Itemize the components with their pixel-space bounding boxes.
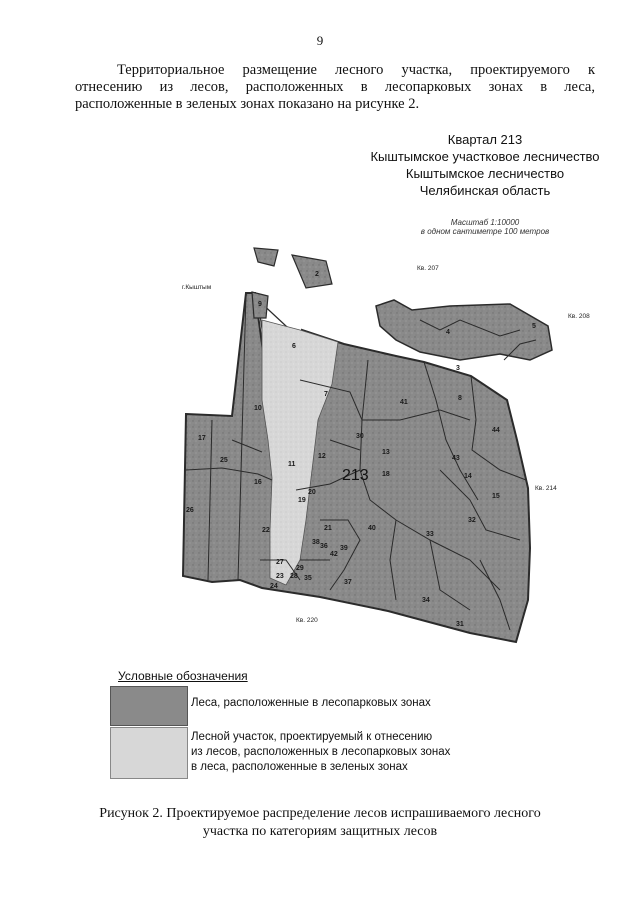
plot-number-34: 34	[422, 597, 430, 604]
plot-number-21: 21	[324, 525, 332, 532]
plot-number-41: 41	[400, 399, 408, 406]
plot-number-26: 26	[186, 507, 194, 514]
plot-number-3: 3	[456, 365, 460, 372]
legend-line: Лесной участок, проектируемый к отнесению	[191, 731, 433, 743]
plot-number-30: 30	[356, 433, 364, 440]
plot-number-29: 29	[296, 565, 304, 572]
plot-2	[292, 255, 332, 288]
plot-number-28: 28	[290, 573, 298, 580]
scale-line: Масштаб 1:10000	[450, 218, 520, 227]
plot-number-42: 42	[330, 551, 338, 558]
plot-upper-left	[254, 248, 278, 266]
quarter-number: 213	[342, 467, 369, 484]
plot-block-208	[376, 300, 552, 360]
plot-number-24: 24	[270, 583, 278, 590]
neighbor-label-214: Кв. 214	[535, 485, 557, 492]
plot-number-23: 23	[276, 573, 284, 580]
plot-number-13: 13	[382, 449, 390, 456]
neighbor-label-220: Кв. 220	[296, 617, 318, 624]
plot-number-20: 20	[308, 489, 316, 496]
map-title-line: Квартал 213	[447, 132, 523, 147]
plot-number-10: 10	[254, 405, 262, 412]
scale-line: в одном сантиметре 100 метров	[420, 227, 550, 236]
plot-number-40: 40	[368, 525, 376, 532]
town-label: г.Кыштым	[182, 284, 212, 291]
plot-number-5: 5	[532, 323, 536, 330]
map-title-line: Челябинская область	[419, 183, 551, 198]
plot-number-12: 12	[318, 453, 326, 460]
map-title-line: Кыштымское лесничество	[405, 166, 565, 181]
plot-number-16: 16	[254, 479, 262, 486]
plot-number-17: 17	[198, 435, 206, 442]
plot-number-32: 32	[468, 517, 476, 524]
legend-text-lesopark: Леса, расположенные в лесопарковых зонах	[191, 697, 431, 709]
legend-swatch-lesopark	[110, 686, 188, 726]
legend-swatch-green-zone	[110, 727, 188, 779]
neighbor-label-208: Кв. 208	[568, 313, 590, 320]
plot-number-22: 22	[262, 527, 270, 534]
intro-line: расположенные в зеленых зонах показано на рисунке 2.	[75, 96, 420, 112]
intro-line: Территориальное размещение лесного участка, проектируемого к	[117, 62, 595, 78]
plot-number-18: 18	[382, 471, 390, 478]
plot-number-31: 31	[456, 621, 464, 628]
plot-number-25: 25	[220, 457, 228, 464]
plot-number-37: 37	[344, 579, 352, 586]
plot-number-38: 38	[312, 539, 320, 546]
intro-line: отнесению из лесов, расположенных в лесопарковых зонах в леса,	[75, 79, 595, 95]
legend-line: из лесов, расположенных в лесопарковых зонах	[191, 746, 451, 758]
plot-number-33: 33	[426, 531, 434, 538]
plot-number-14: 14	[464, 473, 472, 480]
plot-number-44: 44	[492, 427, 500, 434]
plot-number-9: 9	[258, 301, 262, 308]
legend-text-green-zone	[191, 730, 450, 775]
neighbor-label-207: Кв. 207	[417, 265, 439, 272]
plot-number-15: 15	[492, 493, 500, 500]
figure-caption	[0, 805, 640, 841]
plot-number-43: 43	[452, 455, 460, 462]
map-title-line: Кыштымское участковое лесничество	[370, 149, 600, 164]
plot-number-36: 36	[320, 543, 328, 550]
plot-number-2: 2	[315, 271, 319, 278]
legend-title: Условные обозначения	[118, 669, 248, 683]
caption-line: Рисунок 2. Проектируемое распределение лесов испрашиваемого лесного	[99, 806, 541, 821]
plot-number-27: 27	[276, 559, 284, 566]
plot-number-7: 7	[324, 391, 328, 398]
caption-line: участка по категориям защитных лесов	[202, 824, 438, 839]
legend-line: в леса, расположенные в зеленых зонах	[191, 761, 408, 773]
page-number: 9	[316, 33, 324, 48]
plot-number-6: 6	[292, 343, 296, 350]
plot-number-39: 39	[340, 545, 348, 552]
plot-number-4: 4	[446, 329, 450, 336]
plot-number-19: 19	[298, 497, 306, 504]
plot-number-35: 35	[304, 575, 312, 582]
plot-number-8: 8	[458, 395, 462, 402]
plot-number-11: 11	[288, 461, 296, 468]
